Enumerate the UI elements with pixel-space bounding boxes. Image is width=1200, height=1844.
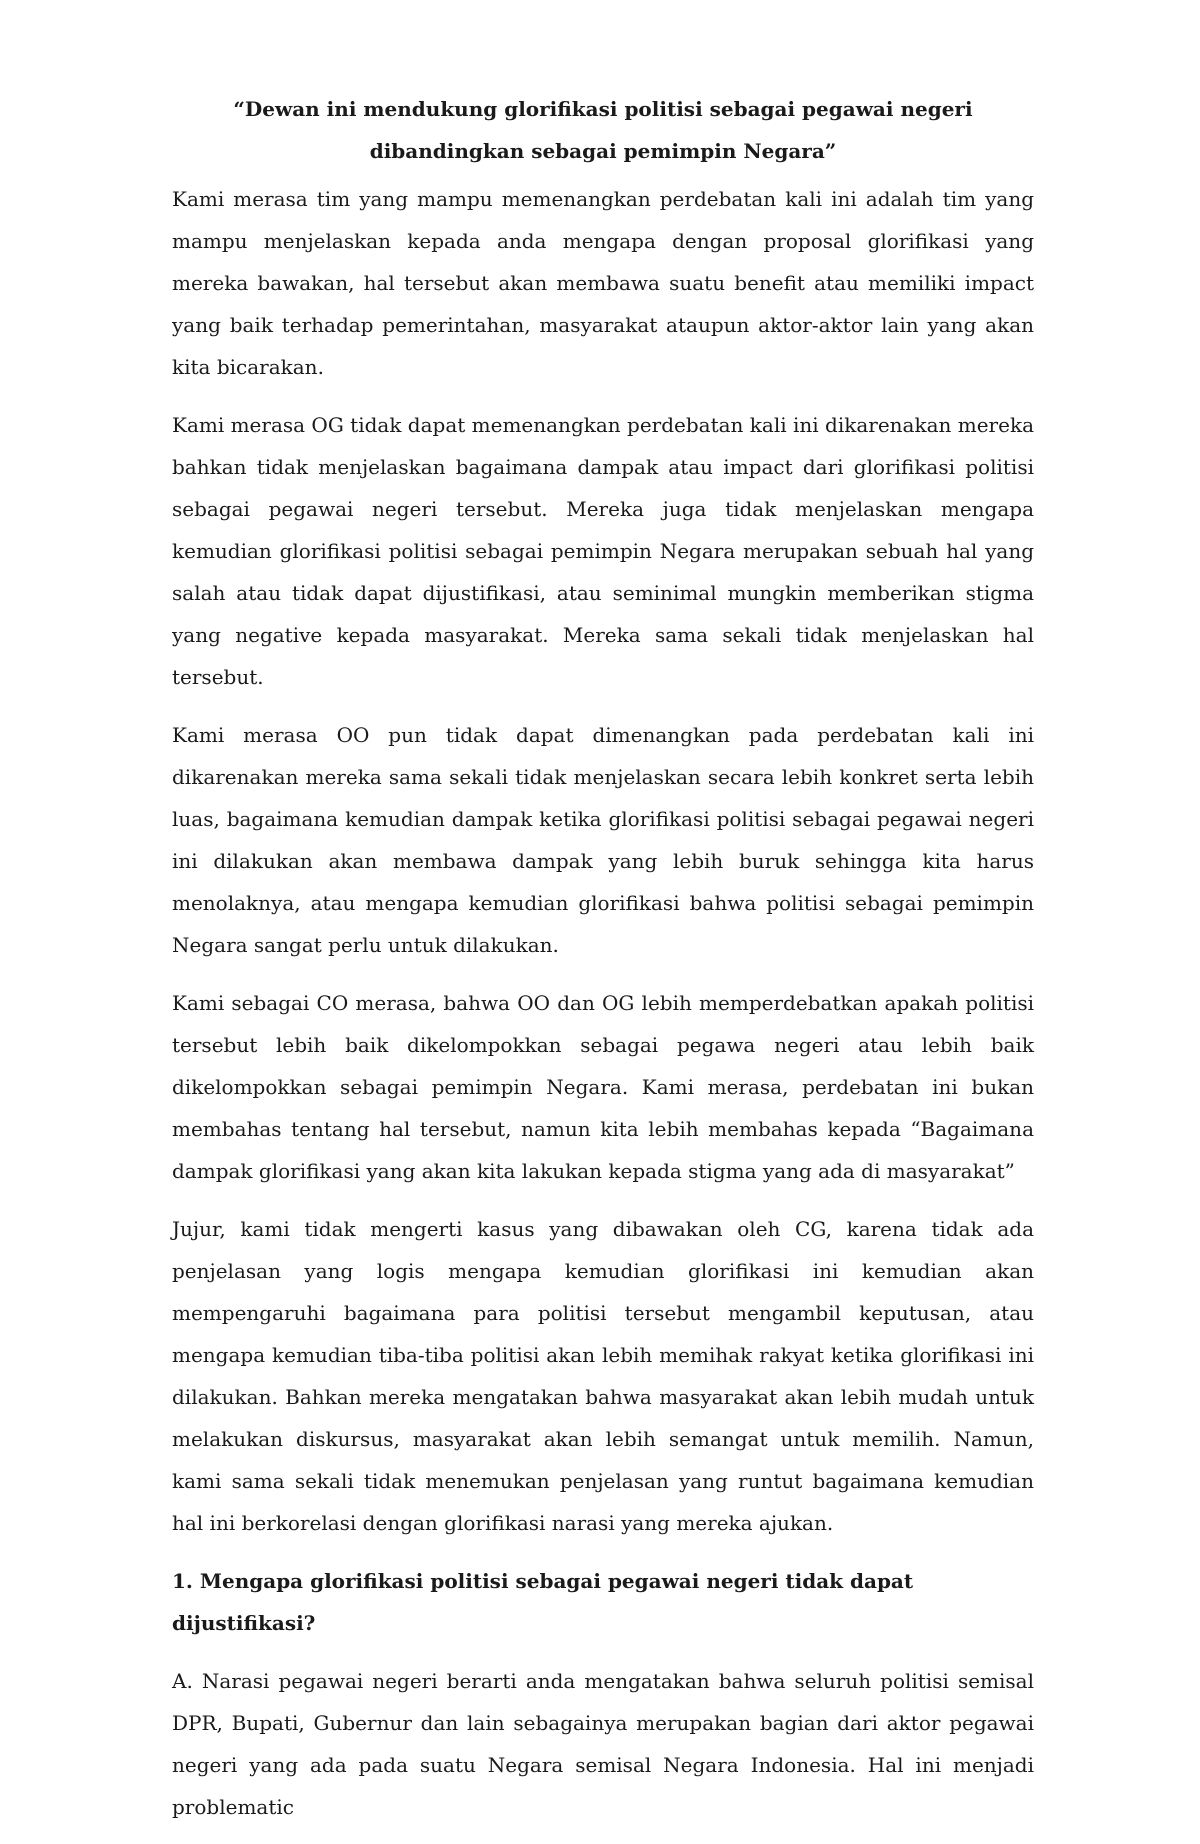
paragraph-2: Kami merasa OG tidak dapat memenangkan perdebatan kali ini dikarenakan mereka bahkan tidak menjelaskan bagaimana dampak atau impact dari glorifikasi politisi sebagai pegawai negeri tersebut. Mereka juga tidak menjelaskan mengapa kemudian glorifikasi politisi sebagai pemimpin Negara merupakan sebuah hal yang salah atau tidak dapat dijustifikasi, atau seminimal mungkin memberikan stigma yang negative kepada masyarakat. Mereka sama sekali tidak menjelaskan hal tersebut. [172,413,1034,689]
document-title: “Dewan ini mendukung glorifikasi politisi sebagai pegawai negeri dibandingkan sebagai pemimpin Negara” [233,97,973,163]
paragraph-3: Kami merasa OO pun tidak dapat dimenangkan pada perdebatan kali ini dikarenakan mereka sama sekali tidak menjelaskan secara lebih konkret serta lebih luas, bagaimana kemudian dampak ketika glorifikasi politisi sebagai pegawai negeri ini dilakukan akan membawa dampak yang lebih buruk sehingga kita harus menolaknya, atau mengapa kemudian glorifikasi bahwa politisi sebagai pemimpin Negara sangat perlu untuk dilakukan. [172,723,1034,957]
paragraph-4: Kami sebagai CO merasa, bahwa OO dan OG lebih memperdebatkan apakah politisi tersebut lebih baik dikelompokkan sebagai pegawa negeri atau lebih baik dikelompokkan sebagai pemimpin Negara. Kami merasa, perdebatan ini bukan membahas tentang hal tersebut, namun kita lebih membahas kepada “Bagaimana dampak glorifikasi yang akan kita lakukan kepada stigma yang ada di masyarakat” [172,991,1034,1183]
section-heading: 1. Mengapa glorifikasi politisi sebagai pegawai negeri tidak dapat dijustifikasi? [172,1569,914,1635]
section-paragraph: A. Narasi pegawai negeri berarti anda mengatakan bahwa seluruh politisi semisal DPR, Bupati, Gubernur dan lain sebagainya merupakan bagian dari aktor pegawai negeri yang ada pada suatu Negara semisal Negara Indonesia. Hal ini menjadi problematic [172,1669,1034,1819]
paragraph-5: Jujur, kami tidak mengerti kasus yang dibawakan oleh CG, karena tidak ada penjelasan yang logis mengapa kemudian glorifikasi ini kemudian akan mempengaruhi bagaimana para politisi tersebut mengambil keputusan, atau mengapa kemudian tiba-tiba politisi akan lebih memihak rakyat ketika glorifikasi ini dilakukan. Bahkan mereka mengatakan bahwa masyarakat akan lebih mudah untuk melakukan diskursus, masyarakat akan lebih semangat untuk memilih. Namun, kami sama sekali tidak menemukan penjelasan yang runtut bagaimana kemudian hal ini berkorelasi dengan glorifikasi narasi yang mereka ajukan. [172,1217,1034,1535]
document-page [172,88,1034,1844]
paragraph-1: Kami merasa tim yang mampu memenangkan perdebatan kali ini adalah tim yang mampu menjelaskan kepada anda mengapa dengan proposal glorifikasi yang mereka bawakan, hal tersebut akan membawa suatu benefit atau memiliki impact yang baik terhadap pemerintahan, masyarakat ataupun aktor-aktor lain yang akan kita bicarakan. [172,187,1034,379]
